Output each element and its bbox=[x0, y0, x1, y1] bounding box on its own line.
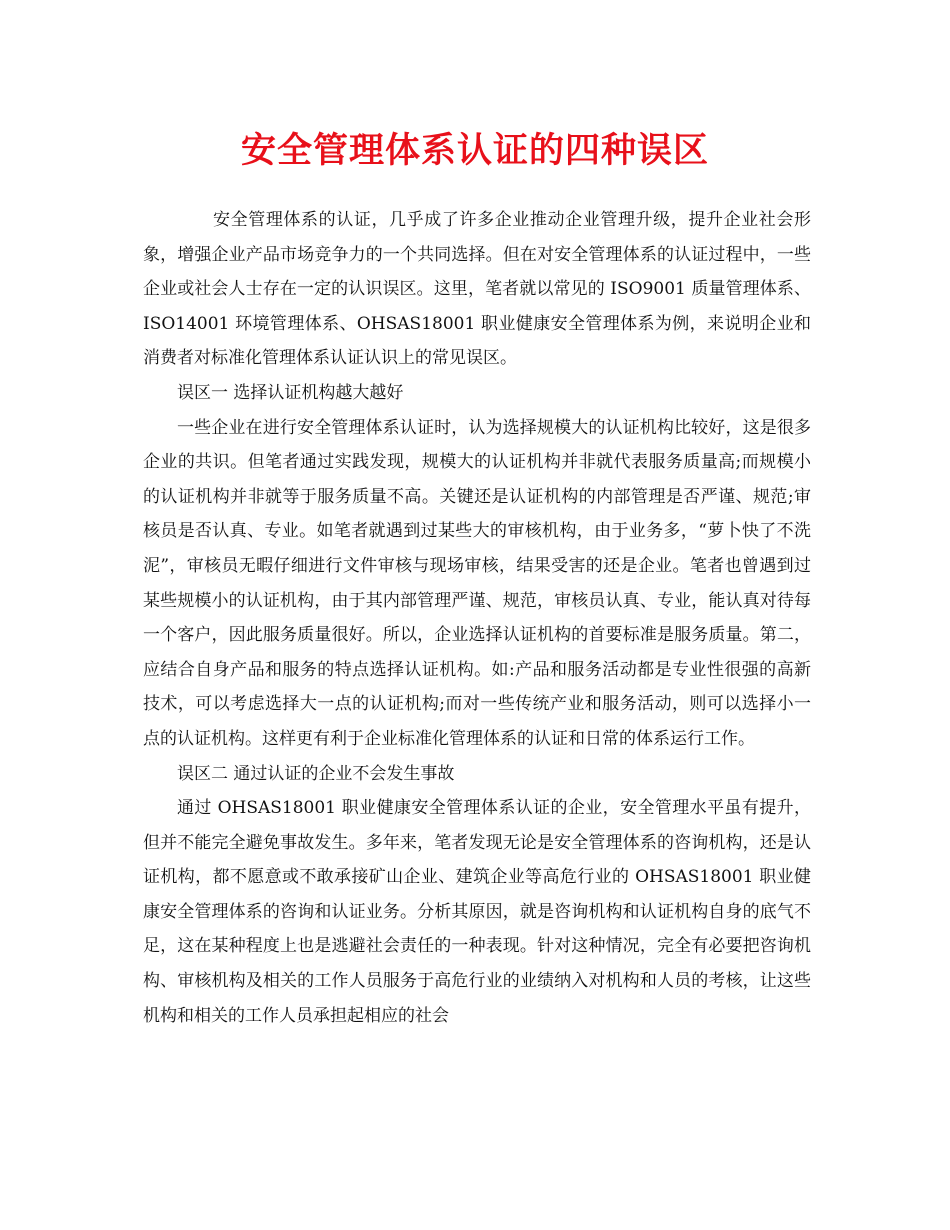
section-heading-misconception-1: 误区一 选择认证机构越大越好 bbox=[177, 382, 404, 403]
document-title: 安全管理体系认证的四种误区 bbox=[240, 130, 709, 171]
section-heading-misconception-2: 误区二 通过认证的企业不会发生事故 bbox=[177, 763, 455, 784]
document-body bbox=[143, 203, 811, 1033]
paragraph-misconception-2: 通过 OHSAS18001 职业健康安全管理体系认证的企业，安全管理水平虽有提升，但并不能完全避免事故发生。多年来，笔者发现无论是安全管理体系的咨询机构，还是认证机构，都不愿意或不敢承接矿山企业、建筑企业等高危行业的 OHSAS18001 职业健康安全管理体系的咨询和认证业务。分析其原因，就是咨询机构和认证机构自身的底气不足，这在某种程度上也是逃避社会责任的一种表现。针对这种情况，完全有必要把咨询机构、审核机构及相关的工作人员服务于高危行业的业绩纳入对机构和人员的考核，让这些机构和相关的工作人员承担起相应的社会 bbox=[143, 798, 811, 1026]
paragraph-misconception-1: 一些企业在进行安全管理体系认证时，认为选择规模大的认证机构比较好，这是很多企业的共识。但笔者通过实践发现，规模大的认证机构并非就代表服务质量高;而规模小的认证机构并非就等于服务质量不高。关键还是认证机构的内部管理是否严谨、规范;审核员是否认真、专业。如笔者就遇到过某些大的审核机构，由于业务多，“萝卜快了不洗泥”，审核员无暇仔细进行文件审核与现场审核，结果受害的还是企业。笔者也曾遇到过某些规模小的认证机构，由于其内部管理严谨、规范，审核员认真、专业，能认真对待每一个客户，因此服务质量很好。所以，企业选择认证机构的首要标准是服务质量。第二，应结合自身产品和服务的特点选择认证机构。如:产品和服务活动都是专业性很强的高新技术，可以考虑选择大一点的认证机构;而对一些传统产业和服务活动，则可以选择小一点的认证机构。这样更有利于企业标准化管理体系的认证和日常的体系运行工作。 bbox=[143, 417, 811, 749]
intro-paragraph: 安全管理体系的认证，几乎成了许多企业推动企业管理升级，提升企业社会形象，增强企业产品市场竞争力的一个共同选择。但在对安全管理体系的认证过程中，一些企业或社会人士存在一定的认识误区。这里，笔者就以常见的 ISO9001 质量管理体系、ISO14001 环境管理体系、OHSAS18001 职业健康安全管理体系为例，来说明企业和消费者对标准化管理体系认证认识上的常见误区。 bbox=[143, 210, 811, 369]
